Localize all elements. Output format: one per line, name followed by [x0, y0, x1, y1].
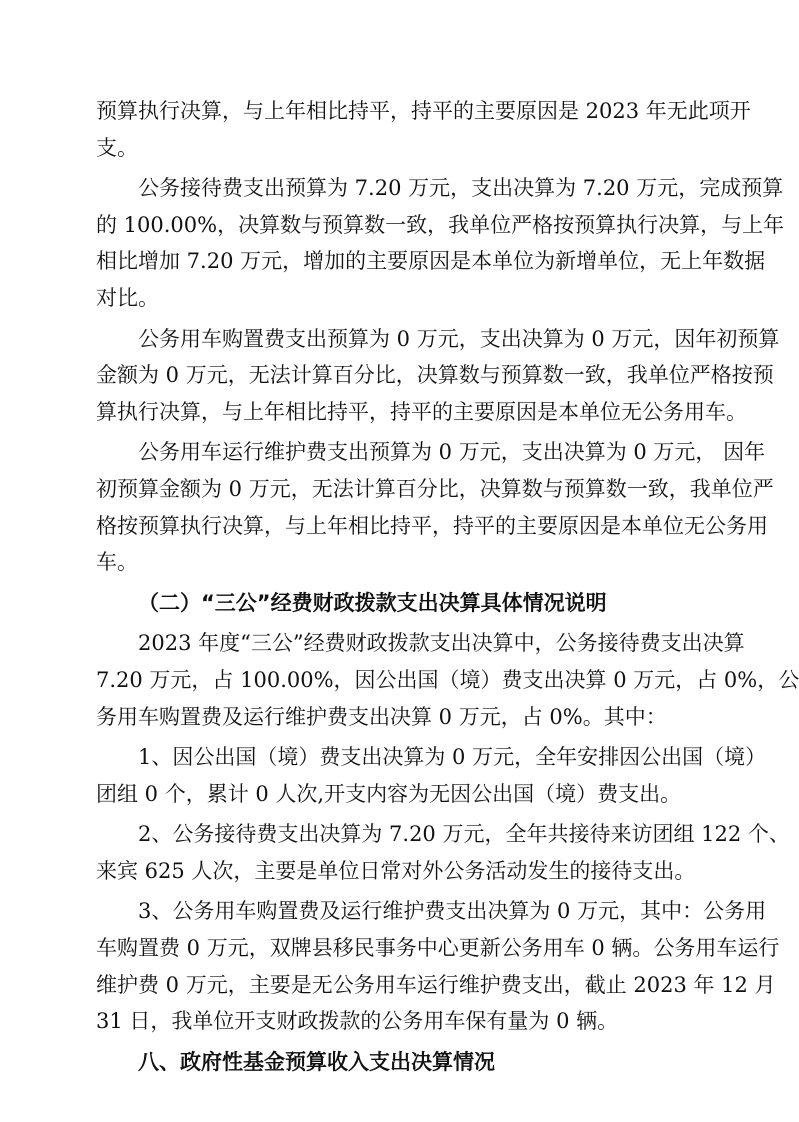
- text-line: 公务用车购置费支出预算为 0 万元，支出决算为 0 万元，因年初预算: [138, 326, 780, 351]
- text-line: 2023 年度“三公”经费财政拨款支出决算中，公务接待费支出决算: [138, 631, 745, 656]
- paragraph: [96, 321, 780, 431]
- text-line: 的 100.00%，决算数与预算数一致，我单位严格按预算执行决算，与上年: [96, 212, 785, 237]
- paragraph: [96, 93, 751, 166]
- paragraph: [96, 434, 774, 580]
- text-line: 格按预算执行决算，与上年相比持平，持平的主要原因是本单位无公务用: [96, 513, 768, 538]
- text-line: 预算执行决算，与上年相比持平，持平的主要原因是 2023 年无此项开: [96, 99, 751, 123]
- text-line: 31 日，我单位开支财政拨款的公务用车保有量为 0 辆。: [96, 1009, 619, 1034]
- text-line: 2、公务接待费支出决算为 7.20 万元，全年共接待来访团组 122 个、: [138, 822, 790, 847]
- document-body: [96, 93, 799, 1080]
- paragraph: [96, 739, 767, 812]
- text-line: 公务接待费支出预算为 7.20 万元，支出决算为 7.20 万元，完成预算: [138, 176, 784, 201]
- paragraph: [96, 170, 785, 316]
- text-line: 相比增加 7.20 万元，增加的主要原因是本单位为新增单位，无上年数据: [96, 249, 766, 274]
- paragraph: [96, 893, 780, 1039]
- text-line: 车购置费 0 万元，双牌县移民事务中心更新公务用车 0 辆。公务用车运行: [96, 936, 780, 961]
- text-line: 支。: [96, 135, 138, 160]
- paragraph: [96, 816, 790, 889]
- text-line: 金额为 0 万元，无法计算百分比，决算数与预算数一致，我单位严格按预: [96, 363, 774, 388]
- paragraph: [96, 625, 799, 735]
- section-heading: 八、政府性基金预算收入支出决算情况: [138, 1049, 495, 1074]
- text-line: 公务用车运行维护费支出预算为 0 万元，支出决算为 0 万元， 因年: [138, 440, 766, 465]
- section-heading: （二）“三公”经费财政拨款支出决算具体情况说明: [138, 590, 607, 615]
- text-line: 务用车购置费及运行维护费支出决算 0 万元，占 0%。其中：: [96, 704, 667, 729]
- text-line: 3、公务用车购置费及运行维护费支出决算为 0 万元，其中：公务用: [138, 899, 767, 924]
- text-line: 车。: [96, 550, 138, 575]
- text-line: 初预算金额为 0 万元，无法计算百分比，决算数与预算数一致，我单位严: [96, 476, 774, 501]
- text-line: 维护费 0 万元，主要是无公务用车运行维护费支出，截止 2023 年 12 月: [96, 972, 776, 997]
- text-line: 来宾 625 人次，主要是单位日常对外公务活动发生的接待支出。: [96, 858, 696, 883]
- text-line: 对比。: [96, 285, 159, 310]
- text-line: 1、因公出国（境）费支出决算为 0 万元，全年安排因公出国（境）: [138, 745, 767, 770]
- text-line: 算执行决算，与上年相比持平，持平的主要原因是本单位无公务用车。: [96, 399, 747, 424]
- text-line: 团组 0 个，累计 0 人次,开支内容为无因公出国（境）费支出。: [96, 781, 682, 806]
- text-line: 7.20 万元，占 100.00%，因公出国（境）费支出决算 0 万元，占 0%，公: [96, 667, 799, 692]
